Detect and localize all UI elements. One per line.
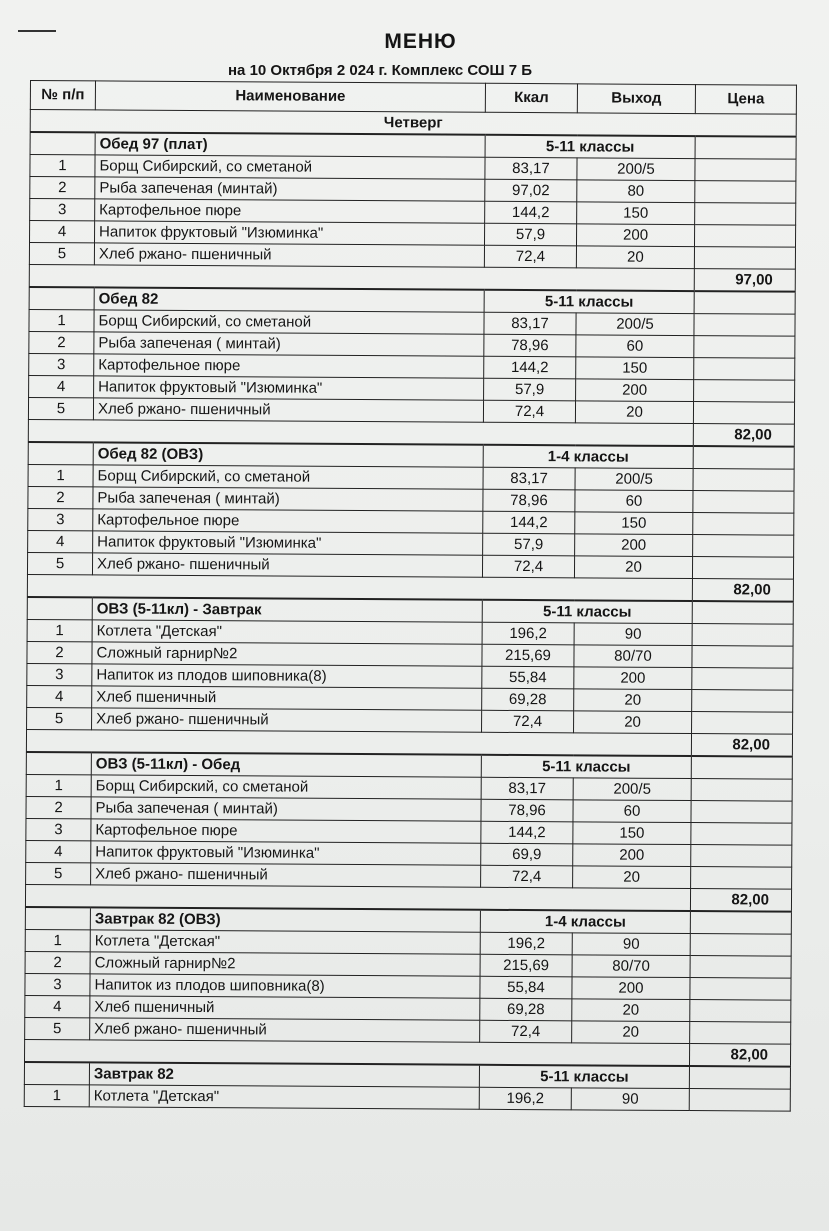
group-classes: 1-4 классы (483, 445, 693, 469)
item-kcal: 83,17 (481, 777, 573, 800)
item-number: 2 (26, 796, 91, 818)
item-kcal: 83,17 (483, 467, 575, 490)
group-title: Обед 82 (ОВЗ) (93, 442, 483, 467)
item-output: 200/5 (576, 313, 694, 336)
group-title: ОВЗ (5-11кл) - Завтрак (92, 597, 482, 622)
item-number: 3 (26, 818, 91, 840)
item-name: Рыба запеченая (минтай) (95, 177, 485, 201)
group-classes: 5-11 классы (484, 290, 694, 314)
group-classes: 5-11 классы (482, 600, 692, 624)
item-number: 1 (24, 1084, 89, 1106)
group-classes: 5-11 классы (481, 755, 691, 779)
item-output: 200 (575, 534, 693, 557)
item-number: 5 (28, 397, 93, 419)
item-output: 20 (574, 556, 692, 579)
item-number: 3 (27, 663, 92, 685)
empty-cell (695, 136, 796, 159)
item-number: 1 (29, 309, 94, 331)
item-name: Котлета "Детская" (92, 620, 482, 644)
item-output: 60 (575, 490, 693, 513)
item-output: 20 (576, 246, 694, 269)
item-kcal: 144,2 (483, 511, 575, 534)
empty-cell (690, 911, 791, 934)
group-classes: 5-11 классы (479, 1065, 689, 1089)
item-price (692, 624, 793, 647)
item-output: 200 (576, 224, 694, 247)
item-kcal: 144,2 (481, 821, 573, 844)
item-kcal: 72,4 (482, 710, 574, 733)
item-kcal: 97,02 (485, 179, 577, 202)
item-name: Хлеб ржано- пшеничный (90, 1018, 480, 1042)
item-price (694, 380, 795, 403)
item-name: Напиток из плодов шиповника(8) (92, 664, 482, 688)
empty-cell (26, 752, 91, 775)
item-number: 3 (25, 973, 90, 995)
col-header-num: № п/п (30, 81, 95, 110)
item-number: 3 (29, 353, 94, 375)
item-output: 20 (572, 999, 690, 1022)
item-price (695, 159, 796, 182)
item-number: 2 (30, 177, 95, 199)
item-price (692, 668, 793, 691)
item-output: 90 (574, 623, 692, 646)
item-number: 4 (28, 530, 93, 552)
item-name: Хлеб ржано- пшеничный (92, 553, 482, 577)
group-total-price: 82,00 (690, 889, 791, 912)
item-price (694, 247, 795, 270)
item-kcal: 196,2 (482, 622, 574, 645)
item-number: 4 (30, 221, 95, 243)
item-output: 80 (577, 180, 695, 203)
item-name: Хлеб ржано- пшеничный (91, 863, 481, 887)
item-kcal: 69,9 (481, 843, 573, 866)
item-name: Напиток из плодов шиповника(8) (90, 974, 480, 998)
group-total-price: 82,00 (689, 1044, 790, 1067)
item-kcal: 72,4 (482, 555, 574, 578)
item-output: 20 (574, 689, 692, 712)
empty-cell (692, 601, 793, 624)
item-price (691, 801, 792, 824)
empty-cell (693, 446, 794, 469)
item-output: 60 (573, 800, 691, 823)
item-output: 200 (572, 977, 690, 1000)
item-price (690, 978, 791, 1001)
item-number: 2 (27, 641, 92, 663)
item-kcal: 78,96 (481, 799, 573, 822)
item-name: Борщ Сибирский, со сметаной (91, 775, 481, 799)
item-price (693, 402, 794, 425)
item-output: 20 (575, 401, 693, 424)
item-number: 1 (25, 929, 90, 951)
item-name: Борщ Сибирский, со сметаной (95, 155, 485, 179)
item-price (694, 358, 795, 381)
group-classes: 5-11 классы (485, 135, 695, 159)
item-number: 1 (30, 155, 95, 177)
item-output: 150 (577, 202, 695, 225)
item-number: 3 (28, 508, 93, 530)
item-kcal: 83,17 (484, 312, 576, 335)
item-price (691, 779, 792, 802)
empty-cell (689, 1066, 790, 1089)
day-label: Четверг (30, 110, 796, 137)
group-total-price: 82,00 (692, 579, 793, 602)
item-output: 150 (576, 357, 694, 380)
item-name: Рыба запеченая ( минтай) (93, 487, 483, 511)
group-title: ОВЗ (5-11кл) - Обед (91, 752, 481, 777)
item-output: 80/70 (574, 645, 692, 668)
item-name: Борщ Сибирский, со сметаной (94, 310, 484, 334)
group-title: Обед 97 (плат) (95, 132, 485, 157)
item-kcal: 69,28 (480, 998, 572, 1021)
group-total-price: 82,00 (693, 424, 794, 447)
item-kcal: 72,4 (484, 245, 576, 268)
item-name: Сложный гарнир№2 (92, 642, 482, 666)
item-output: 20 (572, 1021, 690, 1044)
col-header-output: Выход (577, 84, 695, 114)
item-kcal: 57,9 (484, 378, 576, 401)
item-price (692, 557, 793, 580)
item-name: Картофельное пюре (94, 354, 484, 378)
item-number: 4 (25, 995, 90, 1017)
item-price (693, 491, 794, 514)
menu-body (24, 110, 796, 1112)
item-price (694, 336, 795, 359)
item-price (694, 314, 795, 337)
item-output: 200/5 (573, 778, 691, 801)
item-kcal: 83,17 (485, 157, 577, 180)
item-name: Хлеб ржано- пшеничный (94, 243, 484, 267)
item-kcal: 55,84 (482, 666, 574, 689)
item-name: Рыба запеченая ( минтай) (91, 797, 481, 821)
item-name: Хлеб пшеничный (92, 686, 482, 710)
page-subtitle: на 10 Октября 2 024 г. Комплекс СОШ 7 Б (228, 62, 533, 79)
item-output: 200 (576, 379, 694, 402)
item-price (690, 956, 791, 979)
item-price (693, 513, 794, 536)
item-output: 200 (573, 844, 691, 867)
item-output: 200/5 (577, 158, 695, 181)
item-kcal: 196,2 (480, 932, 572, 955)
item-output: 200/5 (575, 468, 693, 491)
item-number: 3 (30, 199, 95, 221)
item-number: 5 (25, 1017, 90, 1039)
item-output: 60 (576, 335, 694, 358)
item-name: Хлеб ржано- пшеничный (93, 398, 483, 422)
item-kcal: 215,69 (482, 644, 574, 667)
item-output: 150 (573, 822, 691, 845)
item-name: Борщ Сибирский, со сметаной (93, 465, 483, 489)
item-price (690, 1000, 791, 1023)
item-name: Картофельное пюре (93, 509, 483, 533)
item-name: Картофельное пюре (95, 199, 485, 223)
item-output: 80/70 (572, 955, 690, 978)
empty-cell (27, 597, 92, 620)
group-title: Обед 82 (94, 287, 484, 312)
item-kcal: 215,69 (480, 954, 572, 977)
item-output: 90 (571, 1088, 689, 1111)
item-name: Напиток фруктовый "Изюминка" (93, 531, 483, 555)
item-price (694, 225, 795, 248)
item-price (691, 823, 792, 846)
item-name: Котлета "Детская" (89, 1085, 479, 1109)
item-price (690, 934, 791, 957)
col-header-name: Наименование (95, 81, 485, 112)
item-name: Напиток фруктовый "Изюминка" (91, 841, 481, 865)
item-name: Напиток фруктовый "Изюминка" (94, 376, 484, 400)
group-classes: 1-4 классы (480, 910, 690, 934)
item-number: 5 (26, 862, 91, 884)
empty-cell (691, 756, 792, 779)
menu-table (24, 80, 797, 1112)
item-price (693, 535, 794, 558)
item-kcal: 78,96 (483, 489, 575, 512)
item-kcal: 72,4 (480, 1020, 572, 1043)
group-title: Завтрак 82 (89, 1062, 479, 1087)
item-name: Хлеб пшеничный (90, 996, 480, 1020)
item-name: Напиток фруктовый "Изюминка" (95, 221, 485, 245)
item-kcal: 196,2 (479, 1087, 571, 1110)
item-price (689, 1089, 790, 1112)
item-output: 20 (574, 711, 692, 734)
empty-cell (25, 907, 90, 930)
item-price (691, 845, 792, 868)
item-price (693, 469, 794, 492)
group-total-price: 97,00 (694, 269, 795, 292)
table-row (24, 1084, 790, 1111)
item-price (692, 646, 793, 669)
empty-cell (24, 1062, 89, 1085)
item-name: Хлеб ржано- пшеничный (92, 708, 482, 732)
item-name: Сложный гарнир№2 (90, 952, 480, 976)
item-name: Картофельное пюре (91, 819, 481, 843)
header-row (30, 81, 796, 115)
empty-cell (30, 132, 95, 155)
item-number: 5 (27, 707, 92, 729)
item-output: 200 (574, 667, 692, 690)
item-kcal: 144,2 (484, 356, 576, 379)
item-output: 90 (572, 933, 690, 956)
item-price (695, 181, 796, 204)
item-kcal: 72,4 (481, 865, 573, 888)
item-number: 4 (27, 685, 92, 707)
item-number: 2 (28, 486, 93, 508)
group-total-price: 82,00 (691, 734, 792, 757)
col-header-price: Цена (695, 85, 796, 115)
col-header-kcal: Ккал (485, 83, 577, 113)
item-kcal: 57,9 (483, 533, 575, 556)
item-kcal: 72,4 (483, 400, 575, 423)
empty-cell (29, 287, 94, 310)
item-kcal: 57,9 (484, 223, 576, 246)
item-number: 1 (27, 619, 92, 641)
item-number: 1 (28, 464, 93, 486)
item-name: Рыба запеченая ( минтай) (94, 332, 484, 356)
item-number: 5 (27, 552, 92, 574)
item-number: 2 (29, 331, 94, 353)
item-price (691, 867, 792, 890)
item-number: 2 (25, 951, 90, 973)
item-kcal: 69,28 (482, 688, 574, 711)
empty-cell (694, 291, 795, 314)
item-number: 5 (29, 243, 94, 265)
item-kcal: 144,2 (485, 201, 577, 224)
item-number: 4 (29, 375, 94, 397)
item-price (692, 690, 793, 713)
item-name: Котлета "Детская" (90, 930, 480, 954)
item-output: 150 (575, 512, 693, 535)
page-title: МЕНЮ (384, 30, 457, 53)
item-number: 1 (26, 774, 91, 796)
item-price (695, 203, 796, 226)
empty-cell (28, 442, 93, 465)
item-kcal: 78,96 (484, 334, 576, 357)
item-output: 20 (573, 866, 691, 889)
item-price (690, 1022, 791, 1045)
item-kcal: 55,84 (480, 976, 572, 999)
group-title: Завтрак 82 (ОВЗ) (90, 907, 480, 932)
item-price (692, 712, 793, 735)
menu-table-wrap (24, 80, 796, 1112)
item-number: 4 (26, 840, 91, 862)
